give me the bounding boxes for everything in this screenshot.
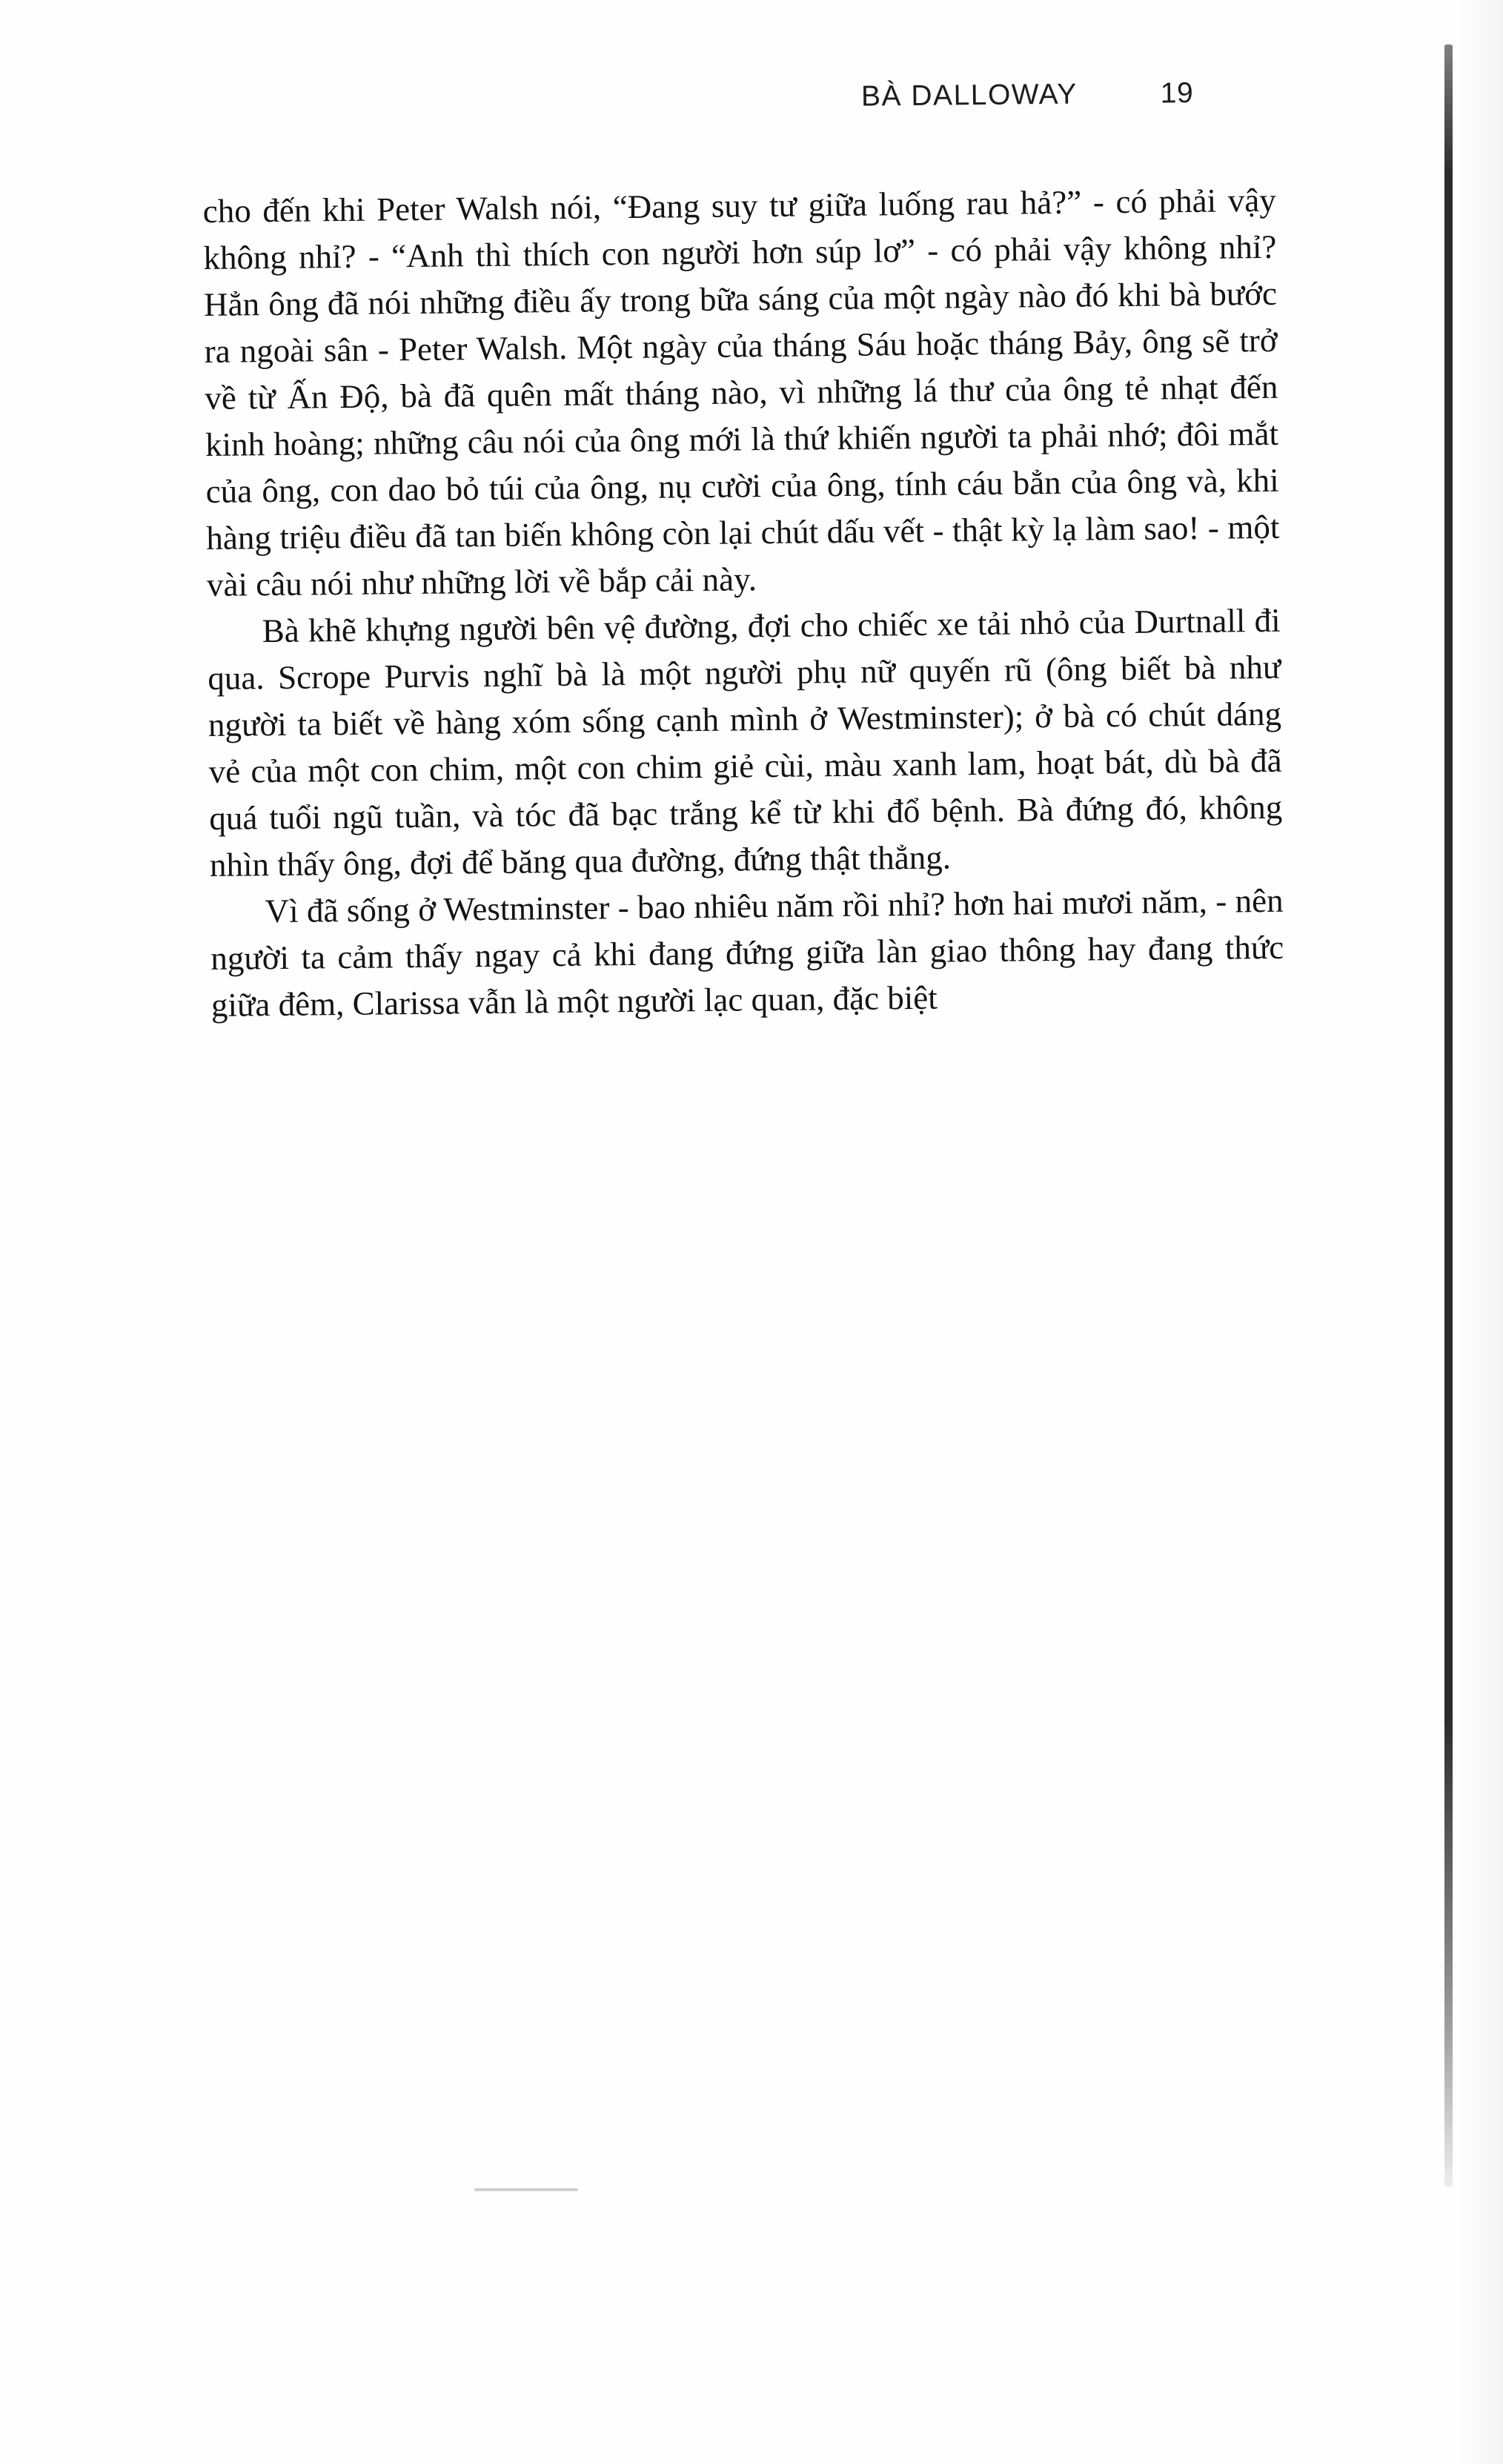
scan-gutter-line (1444, 44, 1453, 2187)
body-text (202, 177, 1284, 1029)
scan-artifact-mark (474, 2188, 578, 2191)
scan-edge-shadow (1459, 0, 1503, 2464)
paragraph-continuation: cho đến khi Peter Walsh nói, “Đang suy tư giữa luống rau hả?” - có phải vậy không nhỉ? - “Anh thì thích con người hơn súp lơ” - có phải vậy không nhỉ? Hẳn ông đã nói những điều ấy trong bữa sáng của một ngày nào đó khi bà bước ra ngoài sân - Peter Walsh. Một ngày của tháng Sáu hoặc tháng Bảy, ông sẽ trở về từ Ấn Độ, bà đã quên mất tháng nào, vì những lá thư của ông tẻ nhạt đến kinh hoàng; những câu nói của ông mới là thứ khiến người ta phải nhớ; đôi mắt của ông, con dao bỏ túi của ông, nụ cười của ông, tính cáu bẳn của ông và, khi hàng triệu điều đã tan biến không còn lại chút dấu vết - thật kỳ lạ làm sao! - một vài câu nói như những lời về bắp cải này. (202, 181, 1280, 603)
paragraph: Bà khẽ khựng người bên vệ đường, đợi cho chiếc xe tải nhỏ của Durtnall đi qua. Scrope Purvis nghĩ bà là một người phụ nữ quyến rũ (ông biết bà như người ta biết về hàng xóm sống cạnh mình ở Westminster); ở bà có chút dáng vẻ của một con chim, một con chim giẻ cùi, màu xanh lam, hoạt bát, dù bà đã quá tuổi ngũ tuần, và tóc đã bạc trắng kể từ khi đổ bệnh. Bà đứng đó, không nhìn thấy ông, đợi để băng qua đường, đứng thật thẳng. (208, 601, 1283, 884)
book-title: BÀ DALLOWAY (860, 78, 1078, 113)
page-content (202, 76, 1284, 1029)
running-header (202, 76, 1275, 120)
page-number: 19 (1160, 76, 1194, 110)
paragraph: Vì đã sống ở Westminster - bao nhiêu năm rồi nhỉ? hơn hai mươi năm, - nên người ta cảm thấy ngay cả khi đang đứng giữa làn giao thông hay đang thức giữa đêm, Clarissa vẫn là một người lạc quan, đặc biệt (210, 881, 1284, 1024)
